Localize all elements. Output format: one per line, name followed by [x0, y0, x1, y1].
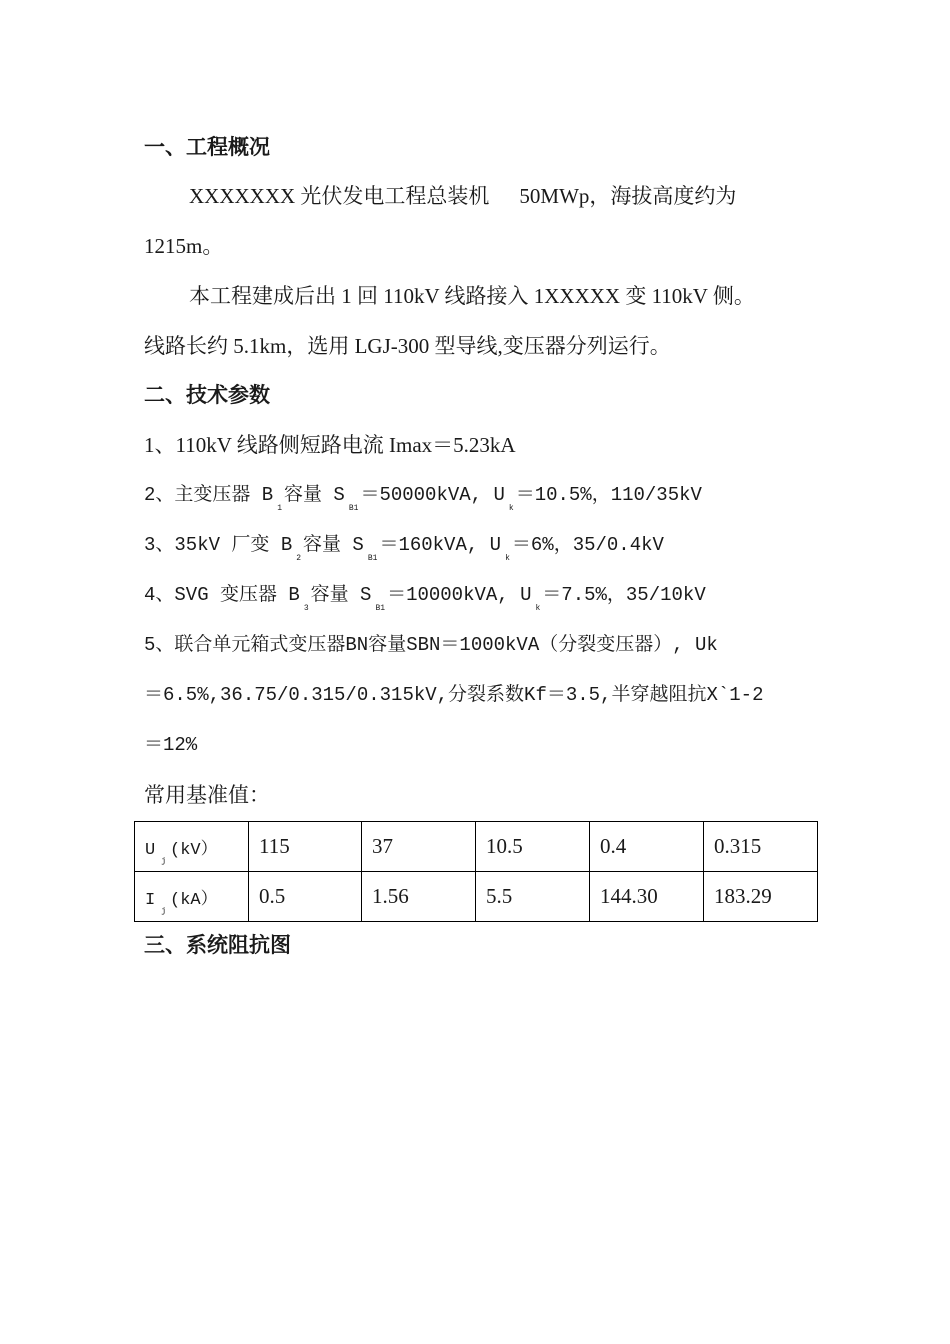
param-text: ＝10.5%，110/35kV — [515, 484, 702, 506]
subscript: B1 — [348, 504, 359, 513]
table-cell: 5.5 — [476, 872, 590, 922]
label-unit: (kV） — [170, 840, 218, 860]
param-item-5-line2: ＝6.5%,36.75/0.315/0.315kV,分裂系数Kf＝3.5,半穿越阻抗X`1-2 — [144, 684, 764, 706]
section3-heading: 三、系统阻抗图 — [144, 933, 291, 957]
param-text: ＝50000kVA, U — [360, 484, 505, 506]
section1-heading: 一、工程概况 — [144, 135, 270, 159]
table-row-label — [135, 872, 249, 922]
table-cell: 183.29 — [704, 872, 818, 922]
param-text: 2、主变压器 B — [144, 484, 274, 506]
subscript: k — [535, 604, 541, 613]
param-text: 4、SVG 变压器 B — [144, 584, 300, 606]
param-item-5-line3: ＝12% — [144, 734, 198, 756]
param-text: ＝6%，35/0.4kV — [511, 534, 664, 556]
subscript: B1 — [367, 554, 378, 563]
subscript: k — [508, 504, 514, 513]
connection-paragraph-line2: 线路长约 5.1km，选用 LGJ-300 型导线,变压器分列运行。 — [144, 334, 671, 358]
subscript: j — [161, 906, 167, 916]
subscript: 2 — [296, 554, 302, 563]
label-symbol: I — [145, 890, 156, 910]
base-values-table — [134, 821, 818, 922]
connection-paragraph-line1: 本工程建成后出 1 回 110kV 线路接入 1XXXXX 变 110kV 侧。 — [189, 284, 755, 308]
table-row — [135, 822, 818, 872]
param-text: 3、35kV 厂变 B — [144, 534, 293, 556]
param-item-5-line1: 5、联合单元箱式变压器BN容量SBN＝1000kVA（分裂变压器）, Uk — [144, 634, 718, 656]
table-cell: 10.5 — [476, 822, 590, 872]
param-text: 容量 S — [310, 584, 372, 606]
subscript: j — [161, 856, 167, 866]
param-text: 容量 S — [284, 484, 345, 506]
table-cell: 0.5 — [249, 872, 362, 922]
param-item-2 — [144, 481, 702, 513]
param-item-1: 1、110kV 线路侧短路电流 Imax＝5.23kA — [144, 433, 516, 457]
table-cell: 1.56 — [362, 872, 476, 922]
table-row-label — [135, 822, 249, 872]
subscript: 3 — [303, 604, 309, 613]
subscript: B1 — [375, 604, 386, 613]
section2-heading: 二、技术参数 — [144, 383, 270, 407]
param-text: 容量 S — [303, 534, 364, 556]
overview-text-b: 50MWp，海拔高度约为 — [519, 184, 737, 208]
subscript: k — [505, 554, 510, 563]
table-cell: 144.30 — [590, 872, 704, 922]
overview-paragraph-line2: 1215m。 — [144, 234, 224, 258]
overview-paragraph-line1 — [189, 182, 736, 210]
param-item-4 — [144, 581, 706, 613]
table-cell: 0.315 — [704, 822, 818, 872]
param-text: ＝10000kVA, U — [387, 584, 532, 606]
table-cell: 0.4 — [590, 822, 704, 872]
param-text: ＝160kVA, U — [379, 534, 502, 556]
label-unit: (kA） — [170, 890, 218, 910]
table-cell: 37 — [362, 822, 476, 872]
param-text: ＝7.5%，35/10kV — [542, 584, 706, 606]
param-item-3 — [144, 531, 664, 563]
table-row — [135, 872, 818, 922]
table-cell: 115 — [249, 822, 362, 872]
base-values-label: 常用基准值： — [144, 783, 270, 807]
overview-text-a: XXXXXXX 光伏发电工程总装机 — [189, 184, 490, 208]
label-symbol: U — [145, 840, 156, 860]
subscript: 1 — [277, 504, 283, 513]
